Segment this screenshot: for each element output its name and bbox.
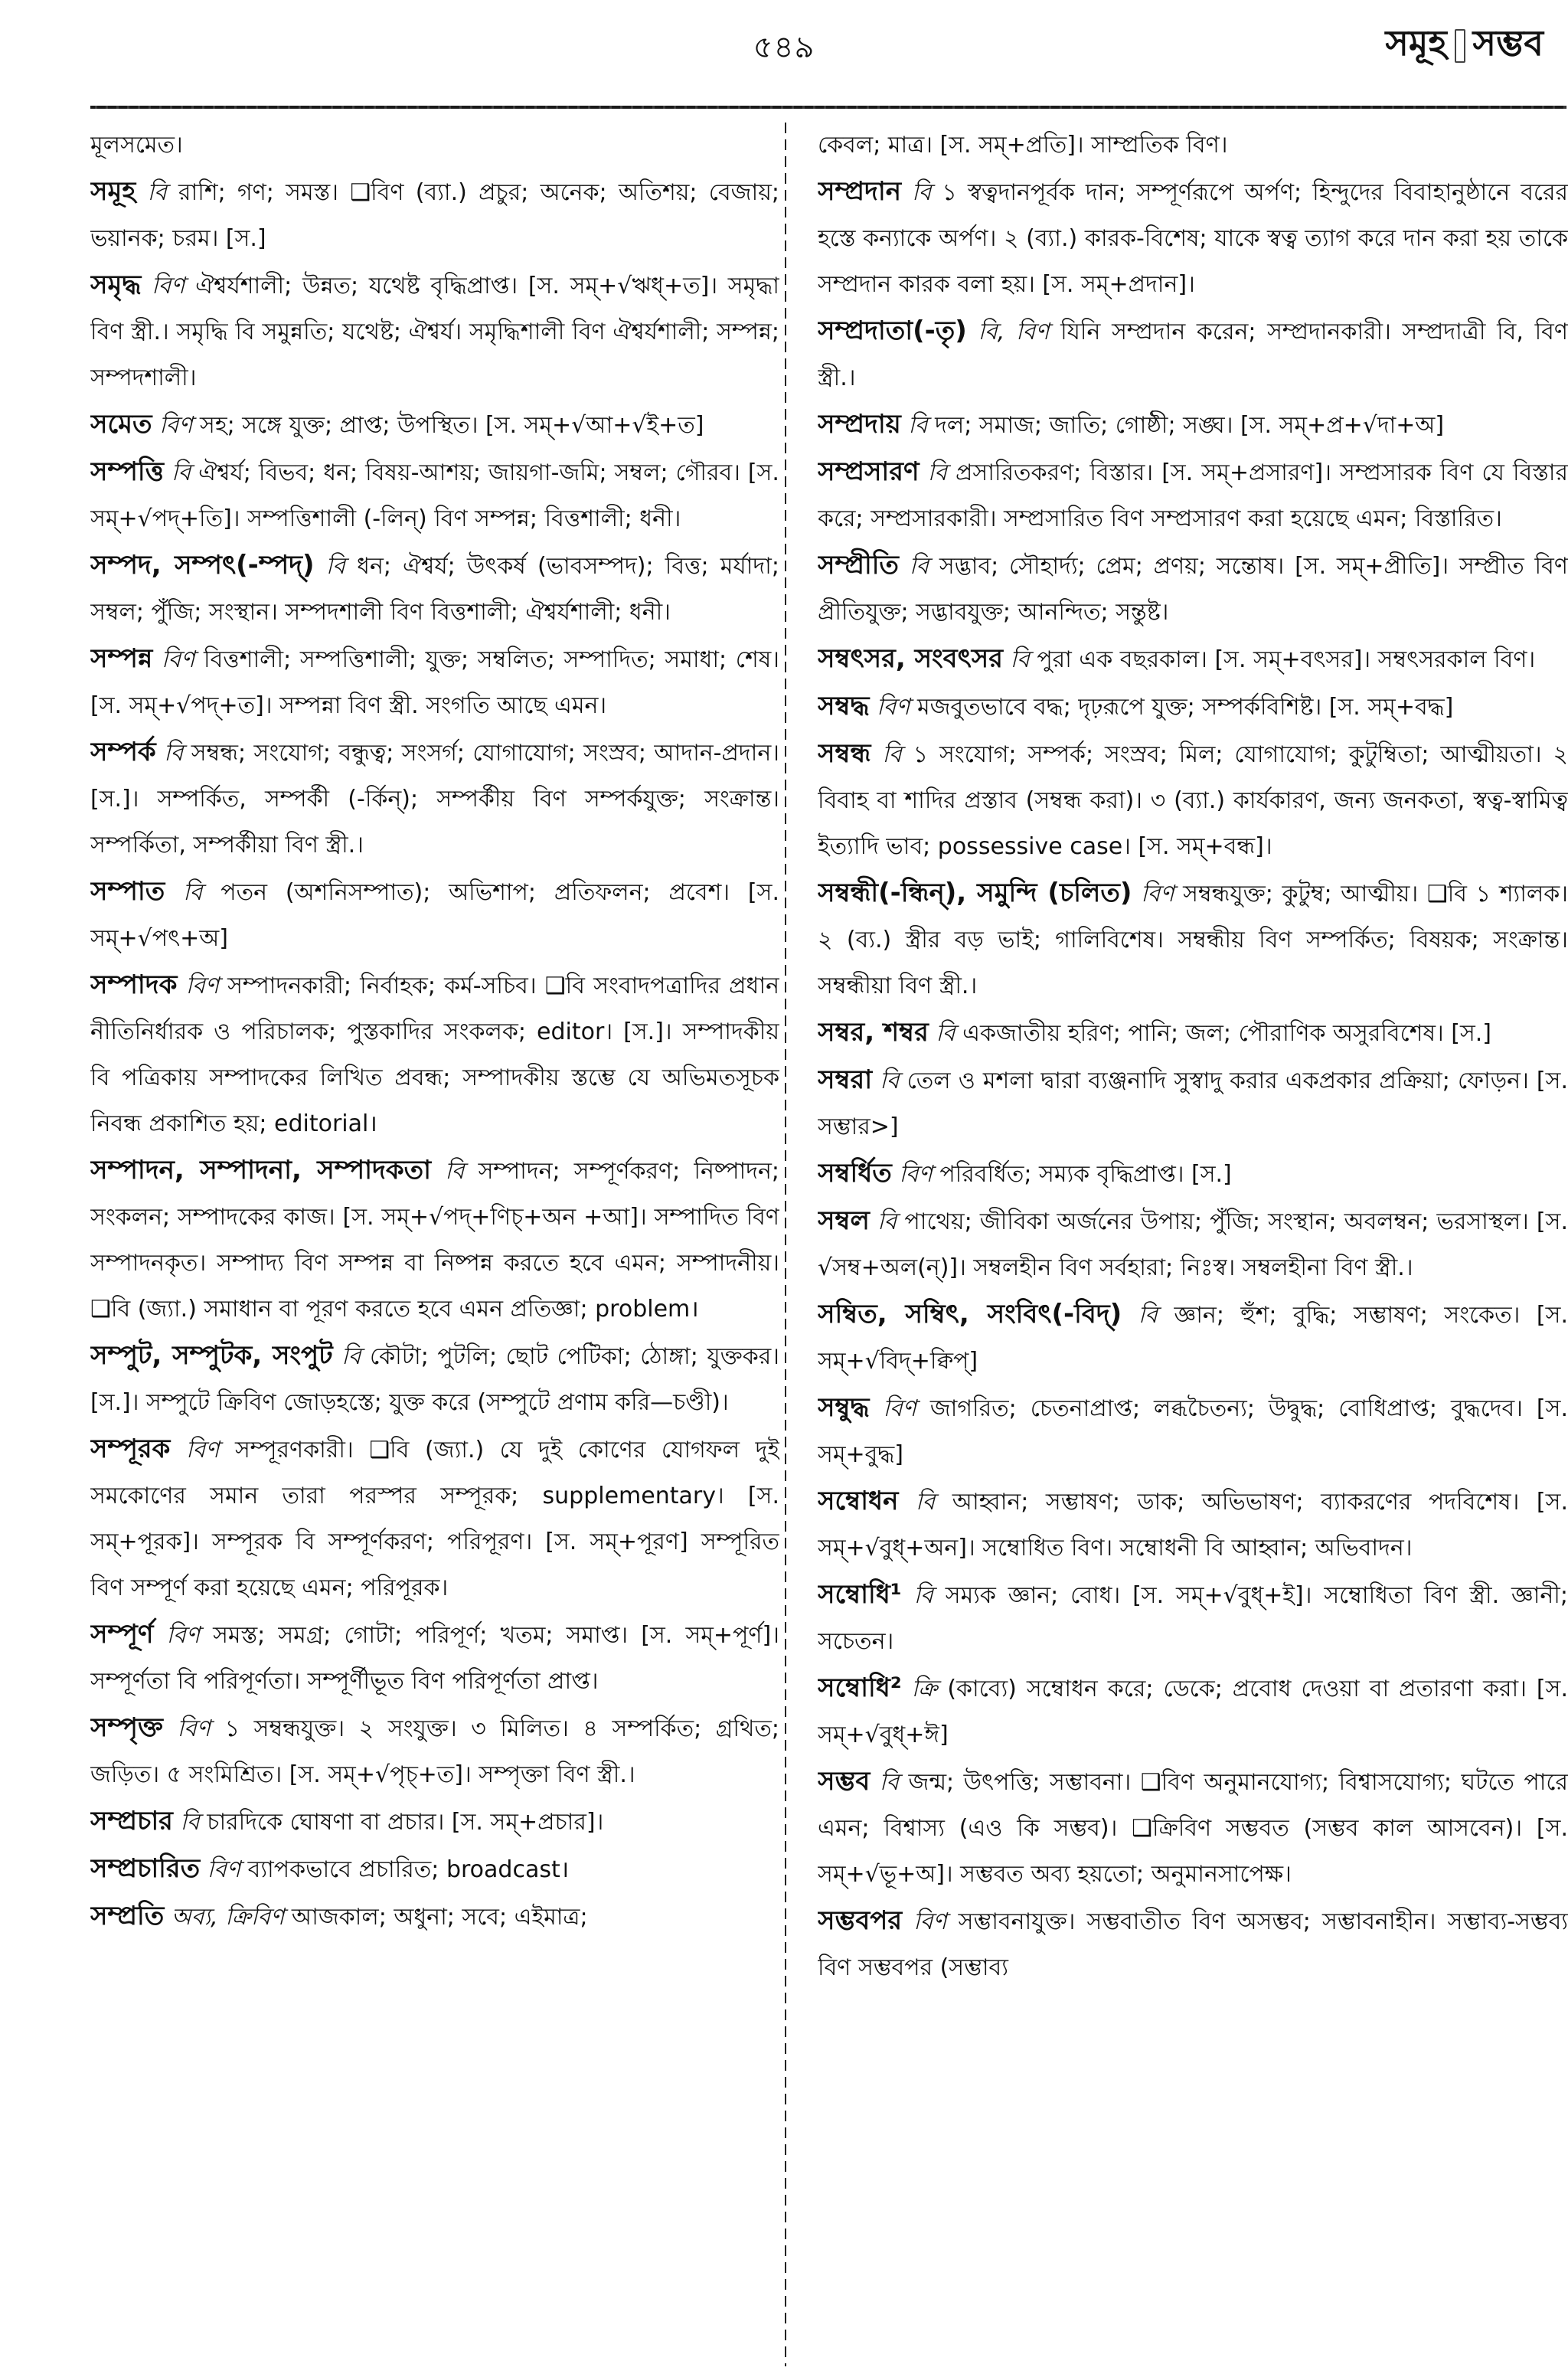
definition: সমস্ত; সমগ্র; গোটা; পরিপূর্ণ; খতম; সমাপ্ত। [স. সম্+পূর্ণ]। সম্পূর্ণতা বি পরিপূর্ণতা। সম্পূর্ণীভূত বিণ পরিপূর্ণতা প্রাপ্ত। xyxy=(90,1622,779,1695)
grammar-label: বিণ xyxy=(159,412,193,439)
dictionary-entry xyxy=(90,1611,779,1705)
dictionary-entry xyxy=(90,1333,779,1426)
definition: ঐশ্বর্যশালী; উন্নত; যথেষ্ট বৃদ্ধিপ্রাপ্ত। [স. সম্+√ঋধ্+ত]। সমৃদ্ধা বিণ স্ত্রী.। সমৃদ্ধি বি সমুন্নতি; যথেষ্ট; ঐশ্বর্য। সমৃদ্ধিশালী বিণ ঐশ্বর্যশালী; সম্পন্ন; সম্পদশালী। xyxy=(90,273,779,391)
definition: (কাব্যে) সম্বোধন করে; ডেকে; প্রবোধ দেওয়া বা প্রতারণা করা। [স. সম্+√বুধ্+ঈ] xyxy=(818,1676,1568,1748)
definition: মজবুতভাবে বদ্ধ; দৃঢ়রূপে যুক্ত; সম্পর্কবিশিষ্ট। [স. সম্+বদ্ধ] xyxy=(916,694,1454,721)
dictionary-entry xyxy=(90,962,779,1147)
grammar-label: বিণ xyxy=(177,1715,211,1742)
definition: সম্পাদনকারী; নির্বাহক; কর্ম-সচিব। ❑বি সংবাদপত্রাদির প্রধান নীতিনির্ধারক ও পরিচালক; পুস্তকাদির সংকলক; editor। [স.]। সম্পাদকীয় বি পত্রিকায় সম্পাদকের লিখিত প্রবন্ধ; সম্পাদকীয় স্তম্ভে যে অভিমতসূচক নিবন্ধ প্রকাশিত হয়; editorial। xyxy=(90,973,779,1137)
dictionary-entry xyxy=(818,1665,1568,1758)
dictionary-entry xyxy=(90,1798,779,1846)
definition: পরিবর্ধিত; সম্যক বৃদ্ধিপ্রাপ্ত। [স.] xyxy=(939,1161,1232,1188)
definition: মূলসমেত। xyxy=(90,132,183,159)
dictionary-entry xyxy=(818,401,1568,449)
grammar-label: বি xyxy=(915,1489,936,1516)
dictionary-entry xyxy=(90,262,779,401)
grammar-label: ক্রি xyxy=(911,1676,938,1702)
dictionary-entry xyxy=(90,449,779,542)
definition: ধন; ঐশ্বর্য; উৎকর্ষ (ভাবসম্পদ); বিত্ত; মর্যাদা; সম্বল; পুঁজি; সংস্থান। সম্পদশালী বিণ বিত্তশালী; ঐশ্বর্যশালী; ধনী। xyxy=(90,553,779,626)
dictionary-entry xyxy=(90,123,779,168)
headword: সমৃদ্ধ xyxy=(90,270,142,300)
definition: ১ স্বত্বদানপূর্বক দান; সম্পূর্ণরূপে অর্পণ; হিন্দুদের বিবাহানুষ্ঠানে বরের হস্তে কন্যাকে অর্পণ। ২ (ব্যা.) কারক-বিশেষ; যাকে স্বত্ব ত্যাগ করে দান করা হয় তাকে সম্প্রদান কারক বলা হয়। [স. সম্+প্রদান]। xyxy=(818,179,1568,298)
dictionary-entry xyxy=(90,542,779,636)
headword: সম্প্রচারিত xyxy=(90,1853,201,1884)
headword: সম্বরা xyxy=(818,1064,873,1095)
guide-words xyxy=(1386,17,1544,75)
definition: আহ্বান; সম্ভাষণ; ডাক; অভিভাষণ; ব্যাকরণের পদবিশেষ। [স. সম্+√বুধ্+অন]। সম্বোধিত বিণ। সম্বোধনী বি আহ্বান; অভিবাদন। xyxy=(818,1489,1568,1561)
header-rule xyxy=(90,106,1566,109)
dictionary-entry xyxy=(90,1893,779,1941)
grammar-label: বিণ xyxy=(166,1622,200,1649)
definition: কেবল; মাত্র। [স. সম্+প্রতি]। সাম্প্রতিক বিণ। xyxy=(818,132,1228,159)
headword: সম্পাদক xyxy=(90,970,178,1000)
headword: সম্প্রদায় xyxy=(818,409,901,440)
definition: পাথেয়; জীবিকা অর্জনের উপায়; পুঁজি; সংস্থান; অবলম্বন; ভরসাস্থল। [স. √সম্ব+অল(ন্)]। সম্বলহীন বিণ সর্বহারা; নিঃস্ব। সম্বলহীনা বিণ স্ত্রী.। xyxy=(818,1208,1568,1281)
dictionary-entry xyxy=(818,1478,1568,1571)
grammar-label: বি xyxy=(325,553,345,580)
headword: সম্পৃক্ত xyxy=(90,1712,163,1743)
grammar-label: বি xyxy=(908,412,928,439)
definition: জন্ম; উৎপত্তি; সম্ভাবনা। ❑বিণ অনুমানযোগ্য; বিশ্বাসযোগ্য; ঘটতে পারে এমন; বিশ্বাস্য (এও কি সম্ভব)। ❑ক্রিবিণ সম্ভবত (সম্ভব কাল আসবেন)। [স. সম্+√ভূ+অ]। সম্ভবত অব্য হয়তো; অনুমানসাপেক্ষ। xyxy=(818,1769,1568,1888)
definition: যিনি সম্প্রদান করেন; সম্প্রদানকারী। সম্প্রদাত্রী বি, বিণ স্ত্রী.। xyxy=(818,319,1568,391)
grammar-label: বিণ xyxy=(207,1856,241,1883)
guide-separator-icon xyxy=(1455,29,1465,63)
definition: ১ সংযোগ; সম্পর্ক; সংস্রব; মিল; যোগাযোগ; কুটুম্বিতা; আত্মীয়তা। ২ বিবাহ বা শাদির প্রস্তাব (সম্বন্ধ করা)। ৩ (ব্যা.) কার্যকারণ, জন্য জনকতা, স্বত্ব-স্বামিত্ব ইত্যাদি ভাব; possessive case। [স. সম্+বন্ধ]। xyxy=(818,741,1568,860)
grammar-label: বি xyxy=(877,1208,897,1235)
grammar-label: বি xyxy=(164,740,184,767)
grammar-label: বিণ xyxy=(876,694,910,721)
definition: জ্ঞান; হুঁশ; বুদ্ধি; সম্ভাষণ; সংকেত। [স. সম্+√বিদ্+ক্বিপ্] xyxy=(818,1302,1568,1375)
headword: সম্বল xyxy=(818,1205,870,1236)
definition: ঐশ্বর্য; বিভব; ধন; বিষয়-আশয়; জায়গা-জমি; সম্বল; গৌরব। [স. সম্+√পদ্+তি]। সম্পত্তিশালী (-লিন্) বিণ সম্পন্ন; বিত্তশালী; ধনী। xyxy=(90,459,779,532)
right-column xyxy=(818,123,1568,2366)
grammar-label: বিণ xyxy=(161,646,195,673)
dictionary-entry xyxy=(90,1846,779,1893)
dictionary-entry xyxy=(90,868,779,962)
dictionary-entry xyxy=(818,683,1568,731)
headword: সম্প্রসারণ xyxy=(818,456,920,487)
dictionary-entry xyxy=(818,1198,1568,1291)
headword: সম্পূর্ণ xyxy=(90,1619,154,1650)
headword: সম্পন্ন xyxy=(90,643,153,674)
definition: কৌটা; পুটলি; ছোট পেটিকা; ঠোঙ্গা; যুক্তকর। [স.]। সম্পুটে ক্রিবিণ জোড়হস্তে; যুক্ত করে (সম্পুটে প্রণাম করি—চণ্ডী)। xyxy=(90,1343,779,1416)
definition: ব্যাপকভাবে প্রচারিত; broadcast। xyxy=(247,1856,570,1883)
definition: আজকাল; অধুনা; সবে; এইমাত্র; xyxy=(291,1904,588,1931)
dictionary-entry xyxy=(90,1426,779,1611)
grammar-label: বি xyxy=(171,459,191,486)
dictionary-entry xyxy=(818,1385,1568,1478)
page-number: ৫৪৯ xyxy=(753,30,815,65)
definition: সম্পূরণকারী। ❑বি (জ্যা.) যে দুই কোণের যোগফল দুই সমকোণের সমান তারা পরস্পর সম্পূরক; supplementary। [স. সম্+পূরক]। সম্পূরক বি সম্পূর্ণকরণ; পরিপূরণ। [স. সম্+পূরণ] সম্পূরিত বিণ সম্পূর্ণ করা হয়েছে এমন; পরিপূরক। xyxy=(90,1437,779,1601)
headword: সম্বুদ্ধ xyxy=(818,1392,870,1423)
grammar-label: বি, বিণ xyxy=(978,319,1050,345)
dictionary-entry xyxy=(818,308,1568,401)
dictionary-entry xyxy=(818,870,1568,1009)
grammar-label: বি xyxy=(882,741,902,768)
dictionary-entry xyxy=(818,1057,1568,1150)
grammar-label: বি xyxy=(913,1582,933,1609)
dictionary-entry xyxy=(818,168,1568,308)
dictionary-entry xyxy=(90,729,779,868)
grammar-label: বি xyxy=(909,553,929,580)
page-header xyxy=(0,0,1568,92)
dictionary-entry xyxy=(818,636,1568,683)
grammar-label: বি xyxy=(445,1158,465,1185)
grammar-label: বি xyxy=(879,1769,900,1796)
dictionary-entry xyxy=(818,1898,1568,1991)
dictionary-columns xyxy=(90,123,1568,2366)
headword: সম্বন্ধী(-ন্ধিন্), সমুন্দি (চলিত) xyxy=(818,878,1132,908)
dictionary-entry xyxy=(90,168,779,262)
definition: চারদিকে ঘোষণা বা প্রচার। [স. সম্+প্রচার]। xyxy=(207,1809,604,1836)
dictionary-entry xyxy=(90,1705,779,1798)
definition: সম্ভাবনাযুক্ত। সম্ভবাতীত বিণ অসম্ভব; সম্ভাবনাহীন। সম্ভাব্য-সম্ভব্য বিণ সম্ভবপর (সম্ভাব্য xyxy=(818,1908,1568,1981)
grammar-label: বি xyxy=(927,459,947,486)
headword: সম্পর্ক xyxy=(90,737,156,767)
grammar-label: বি xyxy=(341,1343,361,1370)
headword: সমূহ xyxy=(90,176,136,207)
definition: সম্যক জ্ঞান; বোধ। [স. সম্+√বুধ্+ই]। সম্বোধিতা বিণ স্ত্রী. জ্ঞানী; সচেতন। xyxy=(818,1582,1568,1655)
dictionary-entry xyxy=(818,1291,1568,1385)
guide-word-first: সমূহ xyxy=(1385,22,1447,64)
headword: সম্বোধি¹ xyxy=(818,1579,902,1610)
dictionary-entry xyxy=(818,1009,1568,1057)
headword: সম্পূরক xyxy=(90,1434,171,1464)
grammar-label: বিণ xyxy=(185,973,219,999)
headword: সম্পদ, সম্পৎ(-ম্পদ্) xyxy=(90,550,315,580)
grammar-label: বি xyxy=(1010,646,1030,673)
definition: পতন (অশনিসম্পাত); অভিশাপ; প্রতিফলন; প্রবেশ। [স. সম্+√পৎ+অ] xyxy=(90,879,779,952)
guide-word-last: সম্ভব xyxy=(1472,22,1544,64)
headword: সম্বর, শম্বর xyxy=(818,1017,929,1048)
grammar-label: অব্য, ক্রিবিণ xyxy=(171,1904,285,1931)
definition: ১ সম্বন্ধযুক্ত। ২ সংযুক্ত। ৩ মিলিত। ৪ সম্পর্কিত; গ্রথিত; জড়িত। ৫ সংমিশ্রিত। [স. সম্+√পৃচ্+ত]। সম্পৃক্তা বিণ স্ত্রী.। xyxy=(90,1715,779,1788)
grammar-label: বিণ xyxy=(152,273,185,299)
headword: সম্ভবপর xyxy=(818,1905,903,1936)
definition: সহ; সঙ্গে যুক্ত; প্রাপ্ত; উপস্থিত। [স. সম্+√আ+√ই+ত] xyxy=(200,412,704,439)
grammar-label: বি xyxy=(1138,1302,1158,1329)
headword: সম্পুট, সম্পুটক, সংপুট xyxy=(90,1340,333,1371)
definition: জাগরিত; চেতনাপ্রাপ্ত; লব্ধচৈতন্য; উদ্বুদ্ধ; বোধিপ্রাপ্ত; বুদ্ধদেব। [স. সম্+বুদ্ধ] xyxy=(818,1395,1568,1468)
definition: প্রসারিতকরণ; বিস্তার। [স. সম্+প্রসারণ]। সম্প্রসারক বিণ যে বিস্তার করে; সম্প্রসারকারী। সম্প্রসারিত বিণ সম্প্রসারণ করা হয়েছে এমন; বিস্তারিত। xyxy=(818,459,1568,532)
grammar-label: বি xyxy=(936,1020,956,1047)
dictionary-entry xyxy=(818,1758,1568,1898)
definition: সম্পাদন; সম্পূর্ণকরণ; নিষ্পাদন; সংকলন; সম্পাদকের কাজ। [স. সম্+√পদ্+ণিচ্+অন +আ]। সম্পাদিত বিণ সম্পাদনকৃত। সম্পাদ্য বিণ সম্পন্ন বা নিষ্পন্ন করতে হবে এমন; সম্পাদনীয়। ❑বি (জ্যা.) সমাধান বা পূরণ করতে হবে এমন প্রতিজ্ঞা; problem। xyxy=(90,1158,779,1323)
headword: সম্প্রতি xyxy=(90,1901,165,1931)
headword: সম্বন্ধ xyxy=(818,738,871,769)
definition: রাশি; গণ; সমস্ত। ❑বিণ (ব্যা.) প্রচুর; অনেক; অতিশয়; বেজায়; ভয়ানক; চরম। [স.] xyxy=(90,179,779,252)
dictionary-entry xyxy=(818,1150,1568,1198)
left-column xyxy=(90,123,779,2366)
grammar-label: বি xyxy=(180,1809,200,1836)
definition: সম্বন্ধ; সংযোগ; বন্ধুত্ব; সংসর্গ; যোগাযোগ; সংস্রব; আদান-প্রদান। [স.]। সম্পর্কিত, সম্পর্কী (-র্কিন্); সম্পর্কীয় বিণ সম্পর্কযুক্ত; সংক্রান্ত। সম্পর্কিতা, সম্পর্কীয়া বিণ স্ত্রী.। xyxy=(90,740,779,858)
grammar-label: বি xyxy=(880,1068,900,1094)
headword: সম্পাত xyxy=(90,876,165,907)
definition: সম্বন্ধযুক্ত; কুটুম্ব; আত্মীয়। ❑বি ১ শ্যালক। ২ (ব্য.) স্ত্রীর বড় ভাই; গালিবিশেষ। সম্বন্ধীয় বিণ সম্পর্কিত; বিষয়ক; সংক্রান্ত। সম্বন্ধীয়া বিণ স্ত্রী.। xyxy=(818,881,1568,999)
dictionary-entry xyxy=(90,401,779,449)
grammar-label: বিণ xyxy=(913,1908,947,1935)
headword: সম্পাদন, সম্পাদনা, সম্পাদকতা xyxy=(90,1155,432,1185)
grammar-label: বিণ xyxy=(1141,881,1174,907)
headword: সমেত xyxy=(90,409,152,440)
headword: সম্বোধন xyxy=(818,1486,899,1516)
headword: সম্বর্ধিত xyxy=(818,1158,892,1189)
definition: দল; সমাজ; জাতি; গোষ্ঠী; সঙ্ঘ। [স. সম্+প্র+√দা+অ] xyxy=(935,412,1445,439)
headword: সম্বৎসর, সংবৎসর xyxy=(818,643,1003,674)
headword: সম্বদ্ধ xyxy=(818,691,870,721)
dictionary-entry xyxy=(818,731,1568,870)
headword: সম্বিত, সম্বিৎ, সংবিৎ(-বিদ্) xyxy=(818,1299,1122,1329)
definition: একজাতীয় হরিণ; পানি; জল; পৌরাণিক অসুরবিশেষ। [স.] xyxy=(962,1020,1492,1047)
definition: বিত্তশালী; সম্পত্তিশালী; যুক্ত; সম্বলিত; সম্পাদিত; সমাধা; শেষ। [স. সম্+√পদ্+ত]। সম্পন্না বিণ স্ত্রী. সংগতি আছে এমন। xyxy=(90,646,779,719)
dictionary-entry xyxy=(818,449,1568,542)
grammar-label: বিণ xyxy=(185,1437,220,1463)
grammar-label: বিণ xyxy=(899,1161,933,1188)
definition: তেল ও মশলা দ্বারা ব্যঞ্জনাদি সুস্বাদু করার একপ্রকার প্রক্রিয়া; ফোড়ন। [স. সম্ভার>] xyxy=(818,1068,1568,1140)
grammar-label: বিণ xyxy=(883,1395,916,1422)
headword: সম্প্রীতি xyxy=(818,550,899,580)
headword: সম্বোধি² xyxy=(818,1673,902,1703)
headword: সম্প্রদান xyxy=(818,176,901,207)
dictionary-entry xyxy=(90,1147,779,1333)
grammar-label: বি xyxy=(183,879,203,906)
dictionary-entry xyxy=(90,636,779,729)
headword: সম্পত্তি xyxy=(90,456,164,487)
headword: সম্ভব xyxy=(818,1766,871,1797)
headword: সম্প্রদাতা(-তৃ) xyxy=(818,316,967,346)
column-divider xyxy=(785,123,786,2366)
grammar-label: বি xyxy=(147,179,167,206)
definition: পুরা এক বছরকাল। [স. সম্+বৎসর]। সম্বৎসরকাল বিণ। xyxy=(1037,646,1536,673)
grammar-label: বি xyxy=(912,179,932,206)
dictionary-entry xyxy=(818,542,1568,636)
definition: সদ্ভাব; সৌহার্দ্য; প্রেম; প্রণয়; সন্তোষ। [স. সম্+প্রীতি]। সম্প্রীত বিণ প্রীতিযুক্ত; সদ্ভাবযুক্ত; আনন্দিত; সন্তুষ্ট। xyxy=(818,553,1568,626)
headword: সম্প্রচার xyxy=(90,1806,173,1836)
dictionary-entry xyxy=(818,123,1568,168)
dictionary-entry xyxy=(818,1571,1568,1665)
